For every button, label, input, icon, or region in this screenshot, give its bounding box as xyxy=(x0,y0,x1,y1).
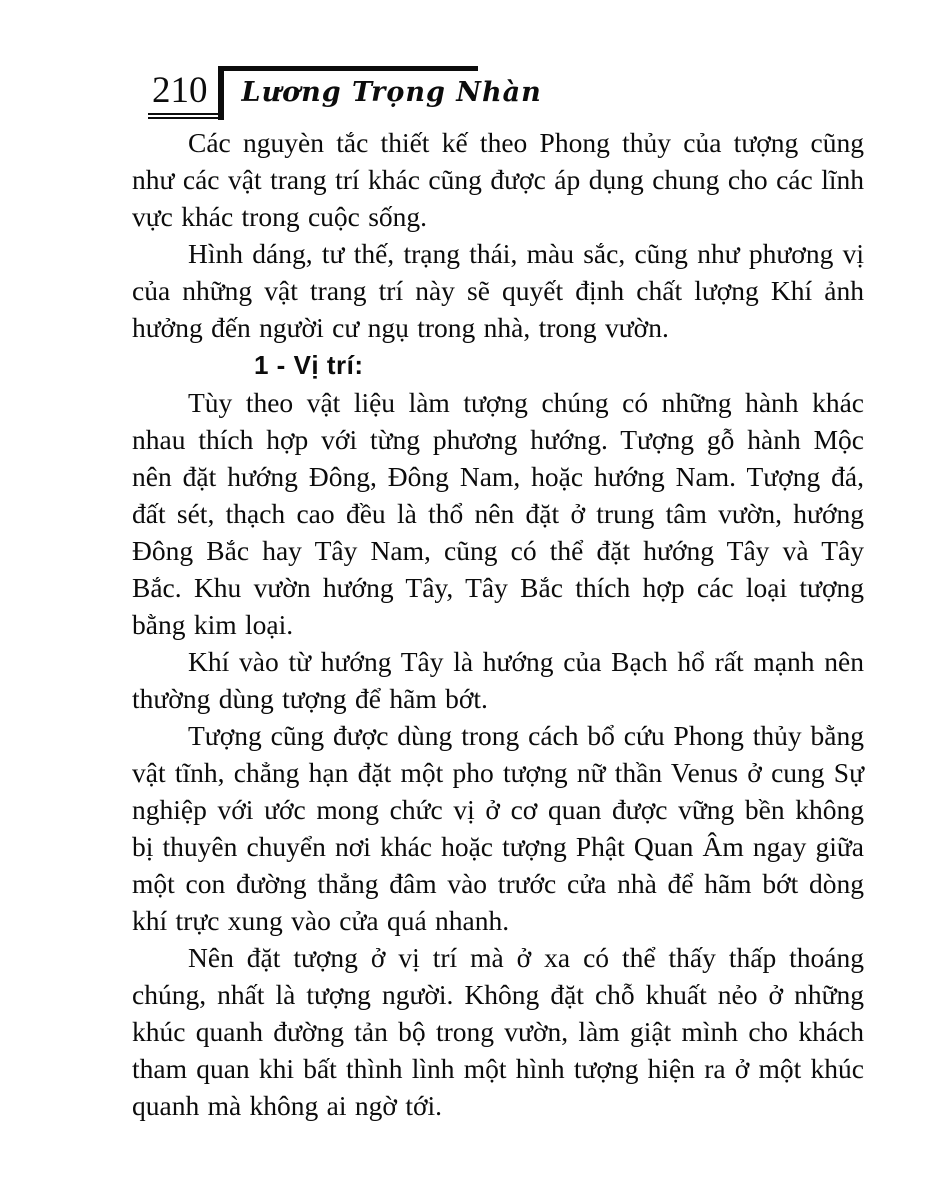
paragraph: Các nguyèn tắc thiết kế theo Phong thủy của tượng cũng như các vật trang trí khác cũng được áp dụng chung cho các lĩnh vực khác trong cuộc sống. xyxy=(132,127,864,232)
header-rule xyxy=(218,66,542,120)
page-number: 210 xyxy=(148,62,218,119)
section-heading: 1 - Vị trí: xyxy=(254,350,364,380)
paragraph: Nên đặt tượng ở vị trí mà ở xa có thể thấy thấp thoáng chúng, nhất là tượng người. Không đặt chỗ khuất nẻo ở những khúc quanh đường tản bộ trong vườn, làm giật mình cho khách tham quan khi bất thình lình một hình tượng hiện ra ở một khúc quanh mà không ai ngờ tới. xyxy=(132,942,864,1121)
paragraph: Hình dáng, tư thế, trạng thái, màu sắc, cũng như phương vị của những vật trang trí này sẽ quyết định chất lượng Khí ảnh hưởng đến người cư ngụ trong nhà, trong vườn. xyxy=(132,238,864,343)
running-header-author: Lương Trọng Nhàn xyxy=(241,77,542,108)
paragraph: Tùy theo vật liệu làm tượng chúng có những hành khác nhau thích hợp với từng phương hướng. Tượng gỗ hành Mộc nên đặt hướng Đông, Đông Nam, hoặc hướng Nam. Tượng đá, đất sét, thạch cao đều là thổ nên đặt ở trung tâm vườn, hướng Đông Bắc hay Tây Nam, cũng có thể đặt hướng Tây và Tây Bắc. Khu vườn hướng Tây, Tây Bắc thích hợp các loại tượng bằng kim loại. xyxy=(132,387,864,640)
paragraph: Khí vào từ hướng Tây là hướng của Bạch hổ rất mạnh nên thường dùng tượng để hãm bớt. xyxy=(132,646,864,714)
paragraph: Tượng cũng được dùng trong cách bổ cứu Phong thủy bằng vật tĩnh, chẳng hạn đặt một pho tượng nữ thần Venus ở cung Sự nghiệp với ước mong chức vị ở cơ quan được vững bền không bị thuyên chuyển nơi khác hoặc tượng Phật Quan Âm ngay giữa một con đường thẳng đâm vào trước cửa nhà để hãm bớt dòng khí trực xung vào cửa quá nhanh. xyxy=(132,720,864,936)
page-body-text xyxy=(132,124,864,1124)
page-header xyxy=(148,62,542,120)
